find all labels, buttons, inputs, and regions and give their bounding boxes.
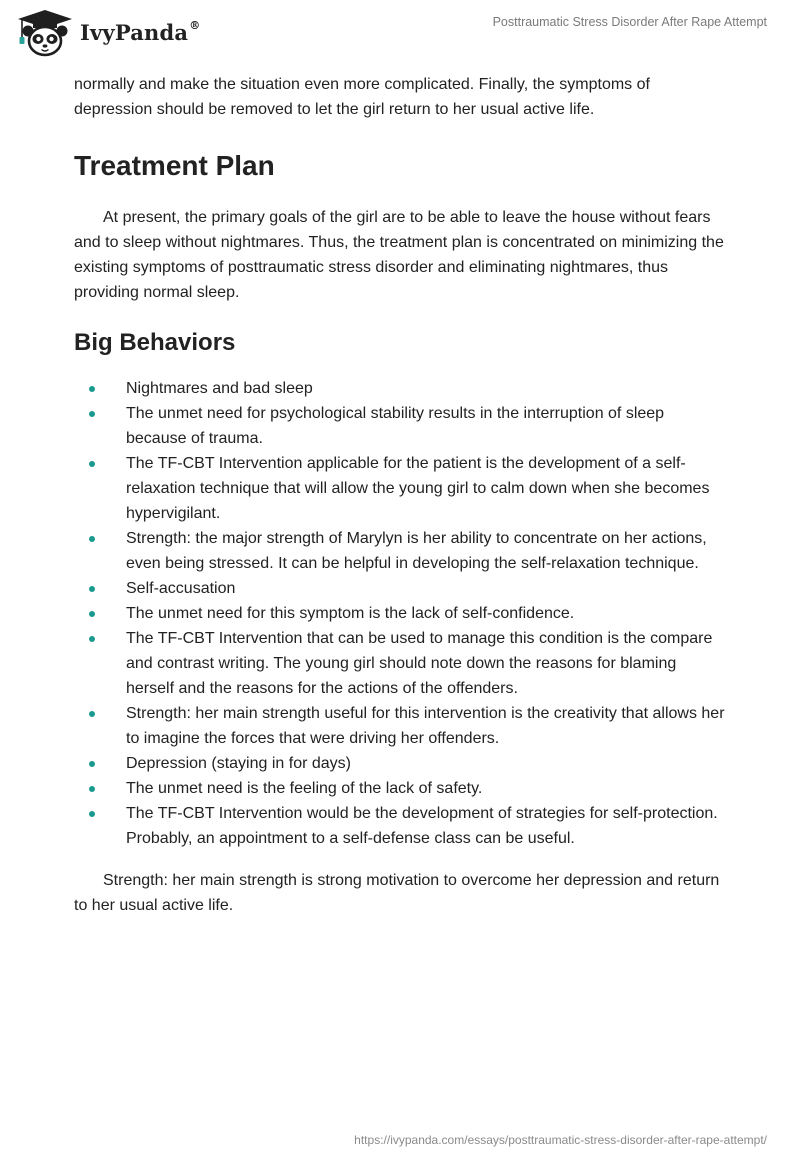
list-item [74,526,726,576]
list-item [74,801,726,851]
list-item [74,576,726,601]
list-item [74,601,726,626]
bullet-dot-icon [89,386,95,392]
list-item [74,401,726,451]
list-item-text: Self-accusation [126,580,236,597]
treatment-paragraph: At present, the primary goals of the girl are to be able to leave the house without fears and to sleep without nightmares. Thus, the treatment plan is concentrated on minimizing the existing symptoms of posttraumatic stress disorder and eliminating nightmares, thus providing normal sleep. [74,209,724,301]
list-item [74,751,726,776]
closing-paragraph: Strength: her main strength is strong motivation to overcome her depression and return to her usual active life. [74,872,720,914]
source-url-link[interactable]: https://ivypanda.com/essays/posttraumatic-stress-disorder-after-rape-attempt/ [354,1133,767,1147]
page-header [0,0,800,64]
list-item-text: The TF-CBT Intervention applicable for the patient is the development of a self-relaxation technique that will allow the young girl to calm down when she becomes hypervigilant. [126,455,710,522]
bullet-dot-icon [89,711,95,717]
list-item [74,451,726,526]
registered-mark: ® [189,19,201,32]
document-title: Posttraumatic Stress Disorder After Rape Attempt [492,15,767,29]
behaviors-list [74,376,726,851]
list-item-text: Strength: the major strength of Marylyn is her ability to concentrate on her actions, even being stressed. It can be helpful in developing the self-relaxation technique. [126,530,707,572]
bullet-dot-icon [89,586,95,592]
list-item-text: The TF-CBT Intervention that can be used to manage this condition is the compare and contrast writing. The young girl should note down the reasons for blaming herself and the reasons for the actions of the offenders. [126,630,713,697]
list-item [74,376,726,401]
bullet-dot-icon [89,536,95,542]
bullet-dot-icon [89,761,95,767]
list-item [74,626,726,701]
bullet-dot-icon [89,461,95,467]
brand-name-text: IvyPanda [80,20,189,45]
bullet-dot-icon [89,636,95,642]
intro-paragraph: normally and make the situation even more complicated. Finally, the symptoms of depression should be removed to let the girl return to her usual active life. [74,76,650,118]
brand-name[interactable] [80,20,200,45]
list-item-text: Depression (staying in for days) [126,755,351,772]
list-item-text: The unmet need for psychological stability results in the interruption of sleep because of trauma. [126,405,665,447]
bullet-dot-icon [89,786,95,792]
list-item-text: The TF-CBT Intervention would be the development of strategies for self-protection. Probably, an appointment to a self-defense class can be useful. [126,805,718,847]
essay-content [74,72,726,918]
ivypanda-logo-icon[interactable] [14,9,76,57]
bullet-dot-icon [89,811,95,817]
list-item [74,701,726,751]
bullet-dot-icon [89,411,95,417]
big-behaviors-heading: Big Behaviors [74,329,236,356]
list-item-text: Strength: her main strength useful for this intervention is the creativity that allows her to imagine the forces that were driving her offenders. [126,705,725,747]
list-item-text: The unmet need is the feeling of the lack of safety. [126,780,483,797]
treatment-plan-heading: Treatment Plan [74,150,275,181]
list-item-text: The unmet need for this symptom is the lack of self-confidence. [126,605,575,622]
bullet-dot-icon [89,611,95,617]
list-item [74,776,726,801]
list-item-text: Nightmares and bad sleep [126,380,313,397]
